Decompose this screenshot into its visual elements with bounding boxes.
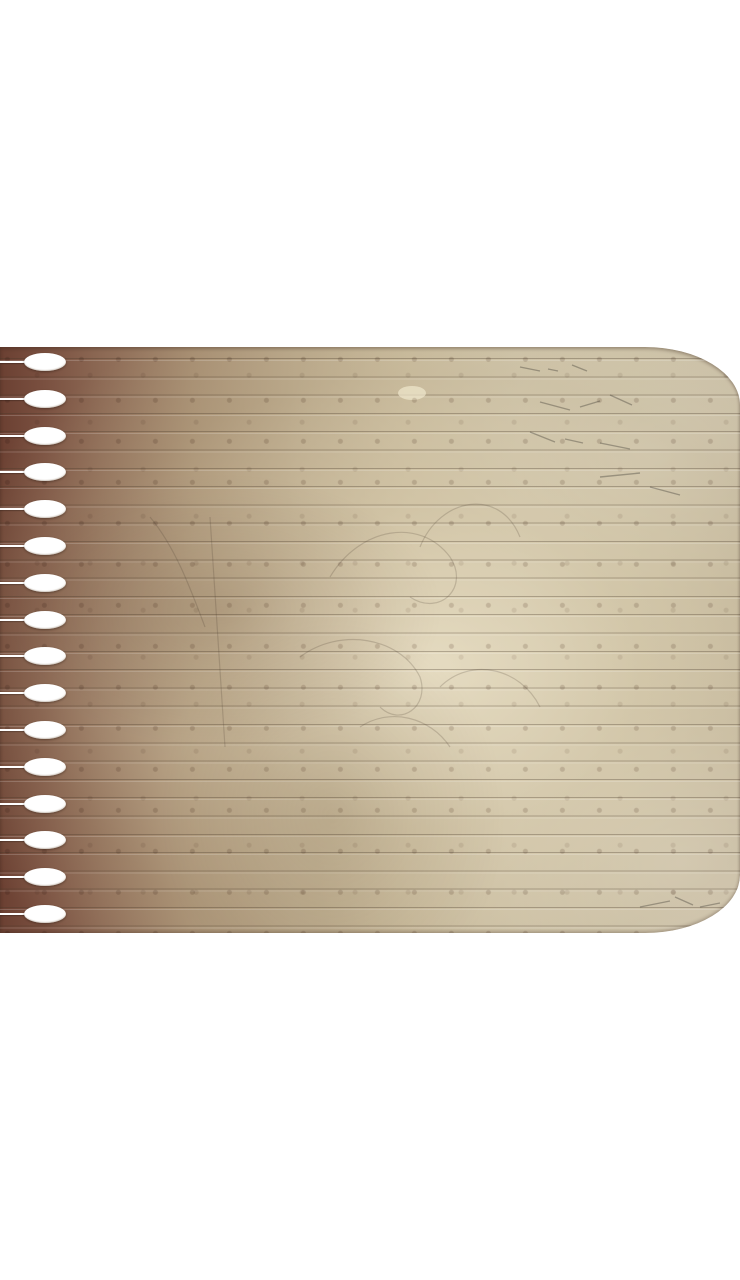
- binding-ring: [0, 388, 68, 410]
- binding-hole: [24, 390, 66, 408]
- binding-hole: [24, 868, 66, 886]
- binding-ring: [0, 756, 68, 778]
- notebook-page: [0, 347, 740, 933]
- binding-hole: [24, 463, 66, 481]
- binding-hole: [24, 647, 66, 665]
- binding-ring: [0, 572, 68, 594]
- binding-hole: [24, 721, 66, 739]
- binding-ring: [0, 829, 68, 851]
- binding-ring: [0, 866, 68, 888]
- binding-ring: [0, 682, 68, 704]
- binding-ring: [0, 498, 68, 520]
- binding-hole: [24, 758, 66, 776]
- spiral-binding: [0, 347, 80, 933]
- binding-hole: [24, 500, 66, 518]
- binding-hole: [24, 831, 66, 849]
- binding-ring: [0, 461, 68, 483]
- decorative-flourish: [0, 347, 740, 933]
- binding-hole: [24, 684, 66, 702]
- binding-ring: [0, 609, 68, 631]
- binding-ring: [0, 351, 68, 373]
- binding-ring: [0, 793, 68, 815]
- binding-hole: [24, 537, 66, 555]
- binding-hole: [24, 611, 66, 629]
- binding-ring: [0, 425, 68, 447]
- binding-ring: [0, 535, 68, 557]
- binding-ring: [0, 719, 68, 741]
- binding-hole: [24, 905, 66, 923]
- binding-hole: [24, 427, 66, 445]
- binding-hole: [24, 795, 66, 813]
- binding-ring: [0, 903, 68, 925]
- binding-ring: [0, 645, 68, 667]
- binding-hole: [24, 574, 66, 592]
- binding-hole: [24, 353, 66, 371]
